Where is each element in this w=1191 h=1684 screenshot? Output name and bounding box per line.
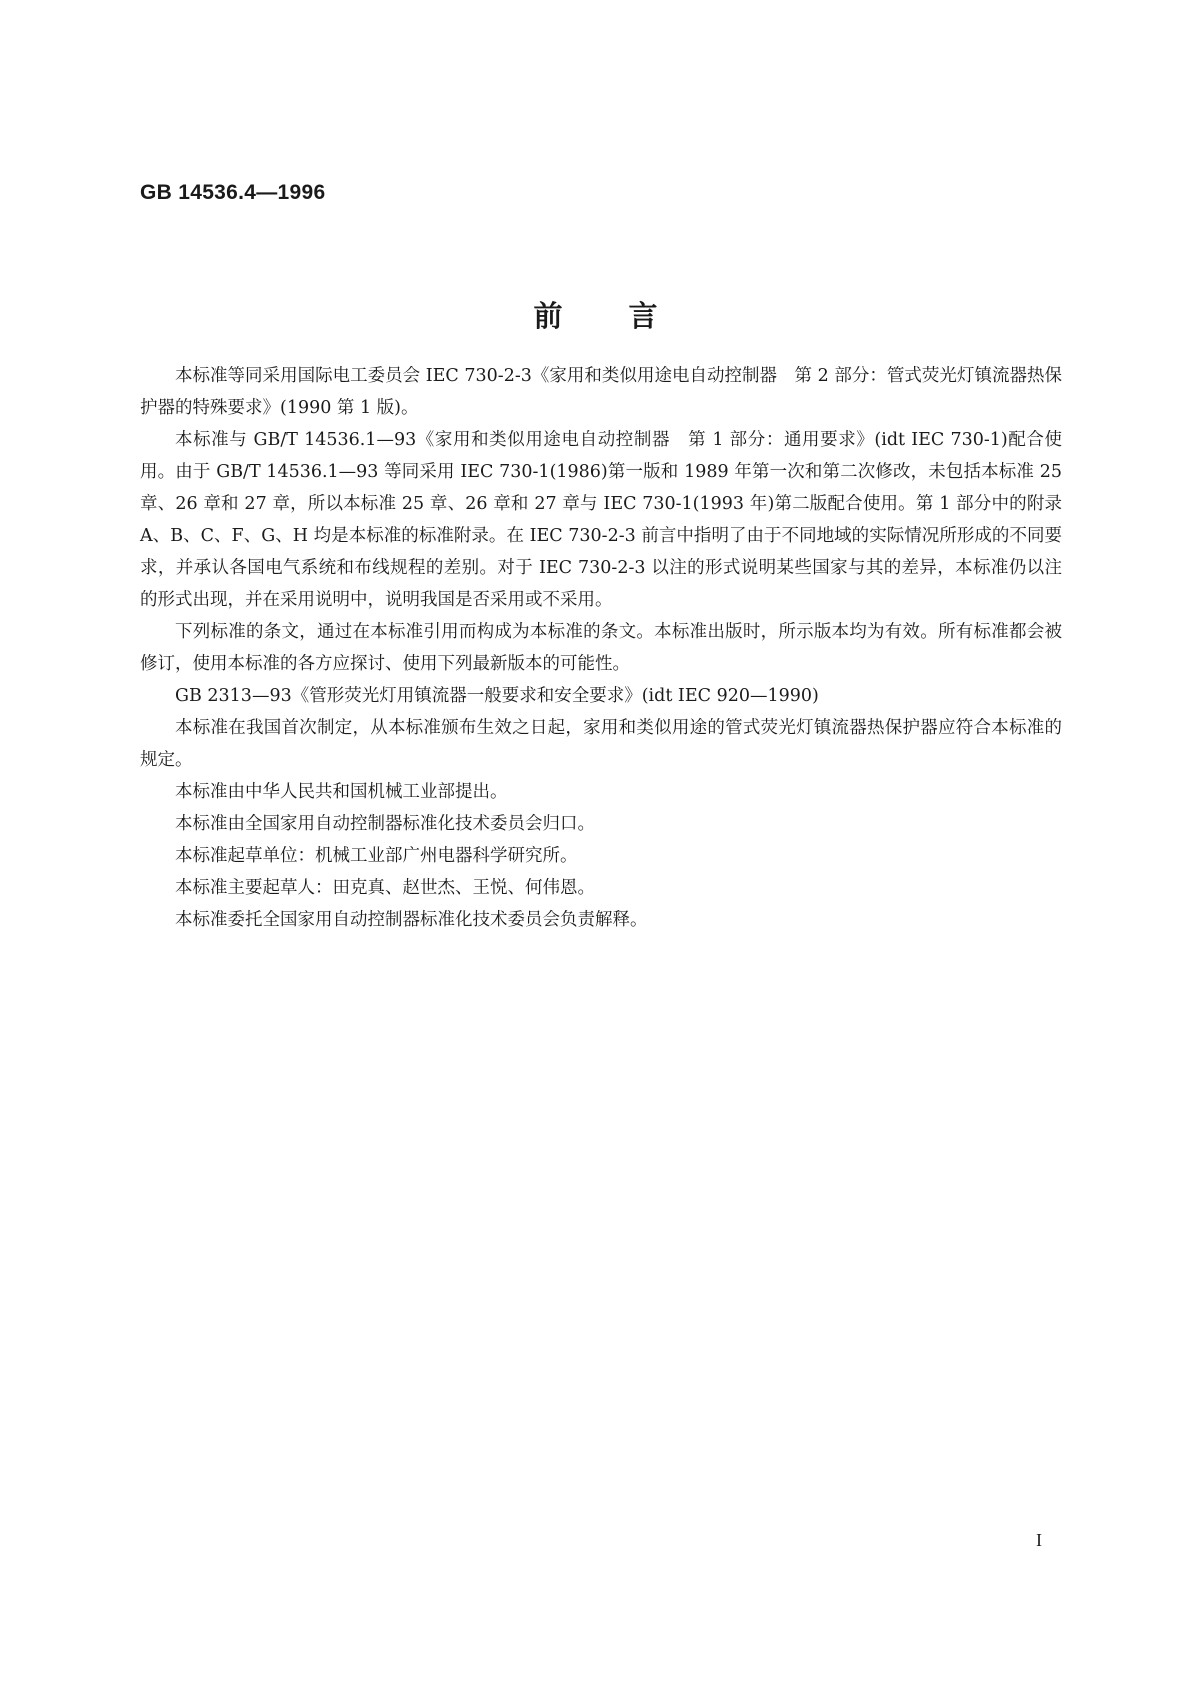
paragraph-adoption: 本标准等同采用国际电工委员会 IEC 730-2-3《家用和类似用途电自动控制器 第 2 部分：管式荧光灯镇流器热保护器的特殊要求》(1990 第 1 版)。 — [140, 366, 1062, 418]
page-number: I — [1036, 1530, 1042, 1550]
paragraph-usage: 本标准与 GB/T 14536.1—93《家用和类似用途电自动控制器 第 1 部分：通用要求》(idt IEC 730-1)配合使用。由于 GB/T 14536.1—93 等同采用 IEC 730-1(1986)第一版和 1989 年第一次和第二次修改，未包括本标准 25 章、26 章和 27 章，所以本标准 25 章、26 章和 27 章与 IEC 730-1(1993 年)第二版配合使用。第 1 部分中的附录 A、B、C、F、G、H 均是本标准的标准附录。在 IEC 730-2-3 前言中指明了由于不同地域的实际情况所形成的不同要求，并承认各国电气系统和布线规程的差别。对于 IEC 730-2-3 以注的形式说明某些国家与其的差异，本标准仍以注的形式出现，并在采用说明中，说明我国是否采用或不采用。 — [140, 430, 1062, 610]
paragraph-drafting-unit: 本标准起草单位：机械工业部广州电器科学研究所。 — [175, 846, 578, 866]
paragraph-first-formulation: 本标准在我国首次制定，从本标准颁布生效之日起，家用和类似用途的管式荧光灯镇流器热保护器应符合本标准的规定。 — [140, 718, 1062, 770]
title-char-1: 前 — [533, 299, 563, 333]
standard-code: GB 14536.4—1996 — [140, 181, 326, 204]
paragraph-interpretation: 本标准委托全国家用自动控制器标准化技术委员会负责解释。 — [175, 910, 648, 930]
paragraph-referenced-standard: GB 2313—93《管形荧光灯用镇流器一般要求和安全要求》(idt IEC 920—1990) — [175, 686, 819, 706]
title-char-2: 言 — [628, 299, 658, 333]
foreword-body — [140, 360, 1062, 936]
paragraph-centralized-by: 本标准由全国家用自动控制器标准化技术委员会归口。 — [175, 814, 595, 834]
paragraph-drafters: 本标准主要起草人：田克真、赵世杰、王悦、何伟恩。 — [175, 878, 595, 898]
paragraph-proposed-by: 本标准由中华人民共和国机械工业部提出。 — [175, 782, 508, 802]
paragraph-normative-references: 下列标准的条文，通过在本标准引用而构成为本标准的条文。本标准出版时，所示版本均为有效。所有标准都会被修订，使用本标准的各方应探讨、使用下列最新版本的可能性。 — [140, 622, 1062, 674]
page-title — [0, 294, 1191, 335]
